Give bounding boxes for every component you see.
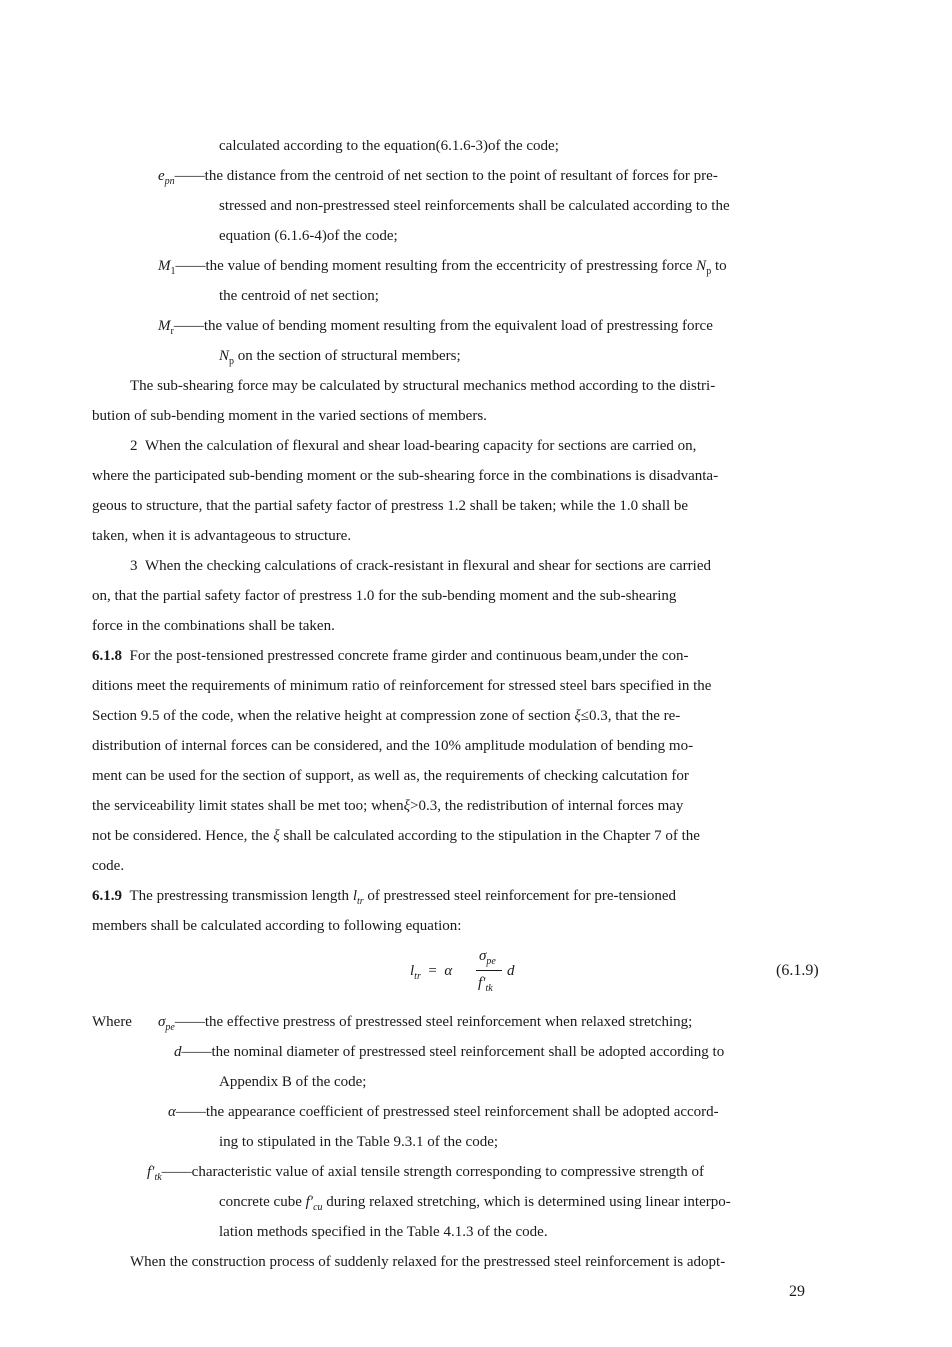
text-line: lation methods specified in the Table 4.1.3 of the code. [219, 1224, 548, 1240]
section-number: 6.1.9 [92, 888, 122, 904]
text-line: ditions meet the requirements of minimum ratio of reinforcement for stressed steel bars specified in the [92, 678, 712, 694]
definition-e-pn: $e_{pn}——the$ distance from the centroid of net section to the point of resultant of forces for pre- [158, 168, 718, 187]
definition-sigma-pe: $\sigma_{pe}——the$ effective prestress of prestressed steel reinforcement when relaxed stretching; [158, 1014, 693, 1033]
text-line: not be considered. Hence, the ξ shall be calculated according to the stipulation in the Chapter 7 of the [92, 828, 700, 844]
equation-lhs: $l_{tr} = \alpha$ [410, 963, 453, 982]
text-line: calculated according to the equation(6.1.6-3)of the code; [219, 138, 559, 154]
fraction-denominator: $f'_{tk}$ [478, 975, 493, 994]
fraction-numerator: $\sigma_{pe}$ [479, 948, 496, 967]
section-6-1-9: 6.1.9 The prestressing transmission length $l_{tr}$ of prestressed steel reinforcement for pre-tensioned [92, 888, 677, 907]
definition-d: d——the nominal diameter of prestressed steel reinforcement shall be adopted according to [174, 1044, 725, 1060]
text-line: the centroid of net section; [219, 288, 379, 304]
text-line: $N_p$ on the section of structural members; [219, 348, 461, 367]
equation-number: (6.1.9) [776, 962, 819, 979]
page-number: 29 [789, 1283, 805, 1300]
definition-ftk: $f'_{tk}——characteristic$ value of axial tensile strength corresponding to compressive strength of [147, 1164, 705, 1183]
item-3: 3 When the checking calculations of crack-resistant in flexural and shear for sections are carried [130, 558, 711, 574]
definition-m1: $M_1——the$ value of bending moment resulting from the eccentricity of prestressing force $N_p$ to [158, 258, 727, 277]
definition-alpha: α——the appearance coefficient of prestressed steel reinforcement shall be adopted accord- [168, 1104, 719, 1120]
item-number: 2 [130, 438, 138, 454]
item-2: 2 When the calculation of flexural and shear load-bearing capacity for sections are carried on, [130, 438, 697, 454]
text-line: force in the combinations shall be taken. [92, 618, 335, 634]
text-line: geous to structure, that the partial safety factor of prestress 1.2 shall be taken; while the 1.0 shall be [92, 498, 689, 514]
where-label: Where [92, 1014, 132, 1030]
text-line: When the construction process of suddenly relaxed for the prestressed steel reinforcement is adopt- [130, 1254, 726, 1270]
text-line: ment can be used for the section of support, as well as, the requirements of checking calcutation for [92, 768, 689, 784]
fraction-bar [476, 970, 502, 971]
text-line: members shall be calculated according to following equation: [92, 918, 462, 934]
text-line: on, that the partial safety factor of prestress 1.0 for the sub-bending moment and the sub-shearing [92, 588, 677, 604]
text-line: taken, when it is advantageous to structure. [92, 528, 352, 544]
text-line: distribution of internal forces can be considered, and the 10% amplitude modulation of bending mo- [92, 738, 694, 754]
text-line: Section 9.5 of the code, when the relative height at compression zone of section ξ≤0.3, that the re- [92, 708, 681, 724]
text-line: where the participated sub-bending moment or the sub-shearing force in the combinations is disadvanta- [92, 468, 719, 484]
text-line: equation (6.1.6-4)of the code; [219, 228, 398, 244]
text-line: code. [92, 858, 125, 874]
text-line: ing to stipulated in the Table 9.3.1 of the code; [219, 1134, 499, 1150]
text-line: Appendix B of the code; [219, 1074, 367, 1090]
text-line: the serviceability limit states shall be met too; whenξ>0.3, the redistribution of internal forces may [92, 798, 684, 814]
text-line: stressed and non-prestressed steel reinforcements shall be calculated according to the [219, 198, 730, 214]
item-number: 3 [130, 558, 138, 574]
text-line: The sub-shearing force may be calculated by structural mechanics method according to the distri- [130, 378, 716, 394]
equation-d: d [507, 963, 515, 979]
section-6-1-8: 6.1.8 For the post-tensioned prestressed concrete frame girder and continuous beam,under the con- [92, 648, 689, 664]
section-number: 6.1.8 [92, 648, 122, 664]
text-line: concrete cube $f'_{cu}$ during relaxed stretching, which is determined using linear interpo- [219, 1194, 731, 1213]
definition-mr: $M_r——the$ value of bending moment resulting from the equivalent load of prestressing force [158, 318, 713, 337]
text-line: bution of sub-bending moment in the varied sections of members. [92, 408, 487, 424]
